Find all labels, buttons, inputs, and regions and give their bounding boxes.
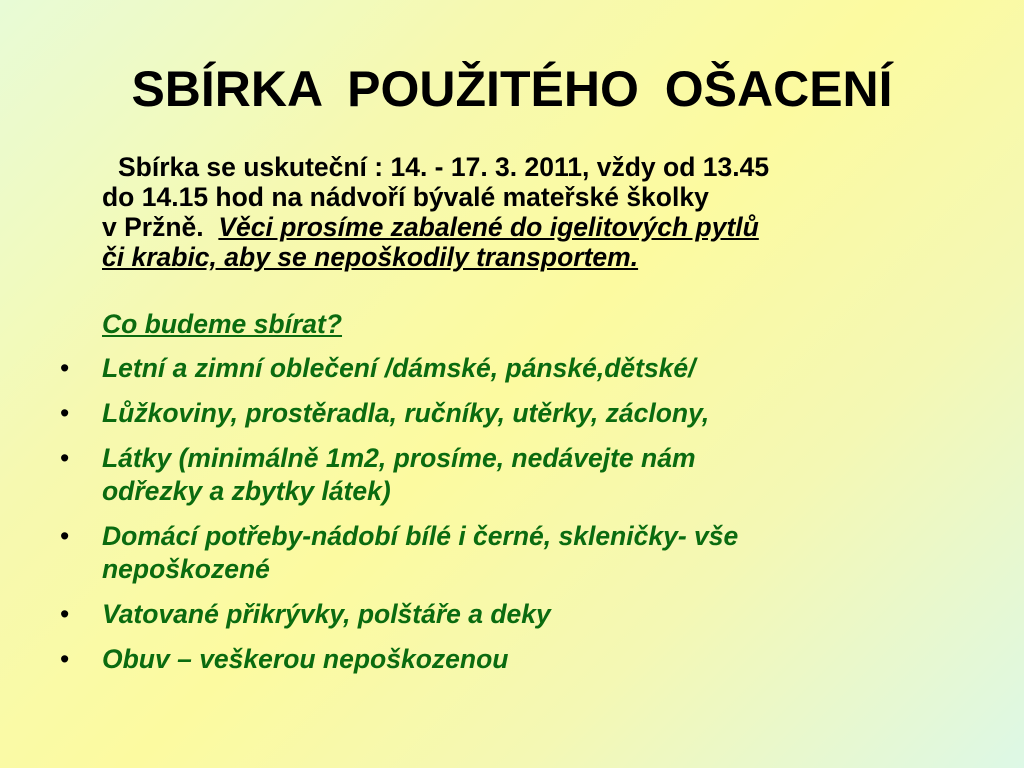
- list-item-line1: Domácí potřeby-nádobí bílé i černé, skleničky- vše: [102, 521, 739, 551]
- collection-list: [60, 352, 960, 688]
- intro-emphasis-a: Věci prosíme zabalené do igelitových pytlů: [218, 212, 759, 242]
- intro-line-1: Sbírka se uskuteční : 14. - 17. 3. 2011, vždy od 13.45: [118, 152, 770, 182]
- list-item: [60, 598, 960, 631]
- list-item-line2: nepoškozené: [102, 554, 270, 584]
- list-item-line1: Obuv – veškerou nepoškozenou: [102, 644, 509, 674]
- intro-paragraph: [102, 152, 972, 272]
- intro-location: v Pržně.: [102, 212, 219, 242]
- list-item-line2: odřezky a zbytky látek): [102, 476, 391, 506]
- bullet-icon: •: [60, 353, 70, 383]
- list-item: [60, 520, 960, 586]
- bullet-icon: •: [60, 398, 70, 428]
- list-item-line1: Letní a zimní oblečení /dámské, pánské,dětské/: [102, 353, 696, 383]
- list-item: [60, 352, 960, 385]
- bullet-icon: •: [60, 443, 70, 473]
- list-item-line1: Lůžkoviny, prostěradla, ručníky, utěrky, záclony,: [102, 398, 710, 428]
- intro-line-4: [102, 242, 972, 272]
- list-item: [60, 397, 960, 430]
- intro-line-3: [102, 212, 972, 242]
- list-item-line1: Vatované přikrývky, polštáře a deky: [102, 599, 551, 629]
- question-heading: Co budeme sbírat?: [102, 309, 343, 339]
- list-item: [60, 643, 960, 676]
- bullet-icon: •: [60, 521, 70, 551]
- bullet-icon: •: [60, 644, 70, 674]
- intro-emphasis-b: či krabic, aby se nepoškodily transportem.: [102, 242, 639, 272]
- list-item-line1: Látky (minimálně 1m2, prosíme, nedávejte nám: [102, 443, 696, 473]
- slide-title: SBÍRKA POUŽITÉHO OŠACENÍ: [131, 61, 893, 117]
- bullet-icon: •: [60, 599, 70, 629]
- list-item: [60, 442, 960, 508]
- intro-line-2: do 14.15 hod na nádvoří bývalé mateřské školky: [102, 182, 709, 212]
